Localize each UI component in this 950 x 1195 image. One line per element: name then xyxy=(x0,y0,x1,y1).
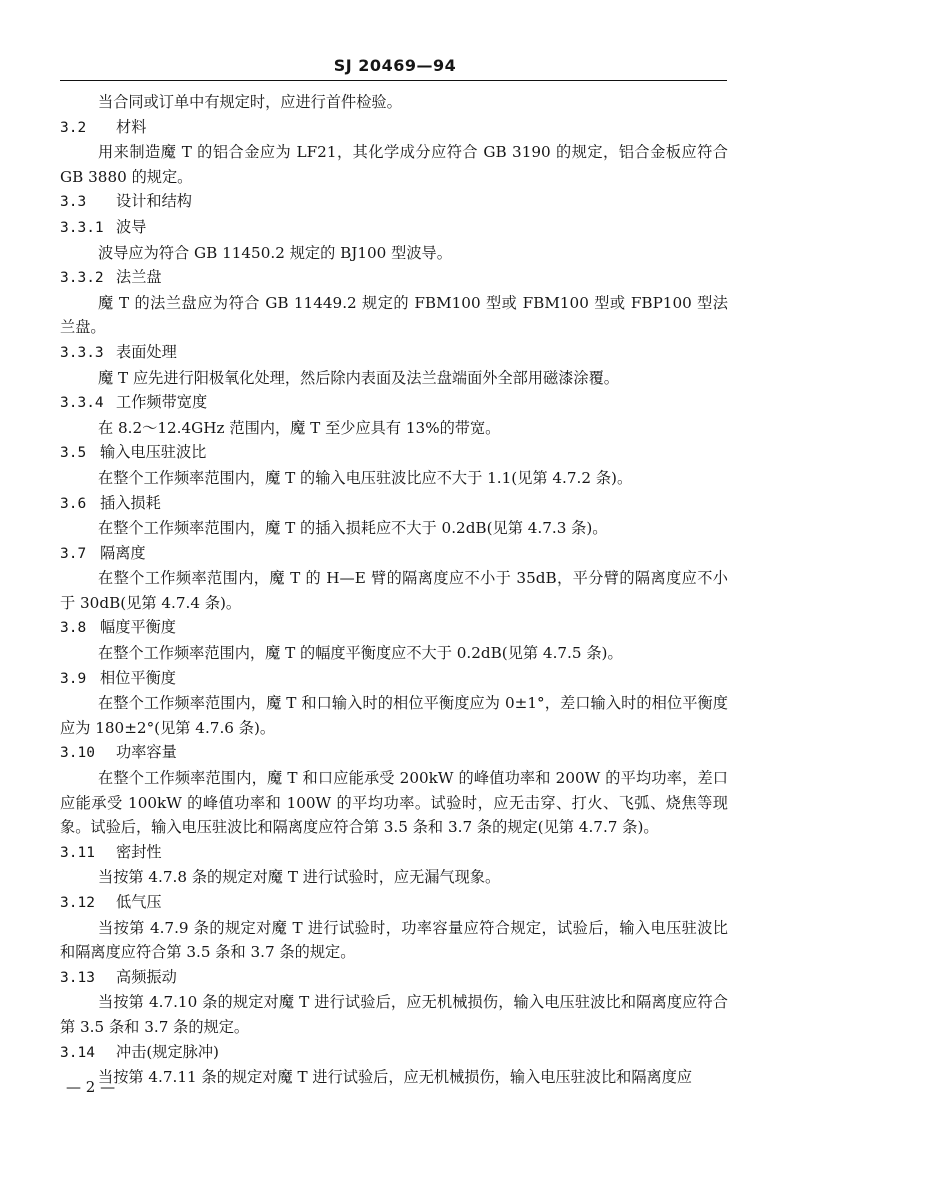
section-heading xyxy=(60,1040,728,1066)
section-number: 3.5 xyxy=(60,445,87,462)
section-title: 表面处理 xyxy=(116,342,177,361)
section-heading xyxy=(60,666,728,692)
section-title: 幅度平衡度 xyxy=(100,618,176,637)
section-heading xyxy=(60,491,728,517)
paragraph: 当按第 4.7.8 条的规定对魔 T 进行试验时，应无漏气现象。 xyxy=(98,868,501,887)
section-heading xyxy=(60,390,728,416)
paragraph: 在整个工作频率范围内，魔 T 的插入损耗应不大于 0.2dB(见第 4.7.3 条)。 xyxy=(98,519,608,538)
section-number: 3.9 xyxy=(60,670,87,687)
paragraph: 当按第 4.7.9 条的规定对魔 T 进行试验时，功率容量应符合规定，试验后，输入电压驻波比和隔离度应符合第 3.5 条和 3.7 条的规定。 xyxy=(60,918,728,962)
section-title: 隔离度 xyxy=(100,543,146,562)
section-title: 设计和结构 xyxy=(116,192,192,211)
section-title: 法兰盘 xyxy=(116,268,162,287)
section-title: 材料 xyxy=(116,117,147,136)
paragraph: 当按第 4.7.10 条的规定对魔 T 进行试验后，应无机械损伤，输入电压驻波比和隔离度应符合第 3.5 条和 3.7 条的规定。 xyxy=(60,993,728,1036)
section-heading xyxy=(60,215,728,241)
paragraph: 在整个工作频率范围内，魔 T 和口输入时的相位平衡度应为 0±1°，差口输入时的相位平衡度应为 180±2°(见第 4.7.6 条)。 xyxy=(60,694,728,737)
section-title: 功率容量 xyxy=(116,743,177,762)
section-heading xyxy=(60,115,728,141)
paragraph: 在 8.2～12.4GHz 范围内，魔 T 至少应具有 13%的带宽。 xyxy=(98,418,501,437)
paragraph: 用来制造魔 T 的铝合金应为 LF21，其化学成分应符合 GB 3190 的规定，铝合金板应符合 GB 3880 的规定。 xyxy=(60,143,728,186)
section-title: 波导 xyxy=(116,217,147,236)
section-title: 冲击(规定脉冲) xyxy=(116,1042,219,1061)
section-title: 高频振动 xyxy=(116,967,177,986)
paragraph: 当合同或订单中有规定时，应进行首件检验。 xyxy=(98,93,402,111)
page-number: — 2 — xyxy=(66,1078,116,1096)
section-heading xyxy=(60,265,728,291)
section-title: 工作频带宽度 xyxy=(116,393,208,412)
page-body xyxy=(60,90,728,1090)
section-number: 3.13 xyxy=(60,969,95,986)
section-number: 3.3 xyxy=(60,194,87,211)
section-number: 3.3.1 xyxy=(60,219,104,236)
section-number: 3.2 xyxy=(60,119,87,136)
section-number: 3.14 xyxy=(60,1044,95,1061)
section-number: 3.10 xyxy=(60,745,95,762)
section-heading xyxy=(60,840,728,866)
paragraph: 魔 T 应先进行阳极氧化处理，然后除内表面及法兰盘端面外全部用磁漆涂覆。 xyxy=(98,368,619,387)
section-title: 低气压 xyxy=(116,893,162,911)
paragraph: 波导应为符合 GB 11450.2 规定的 BJ100 型波导。 xyxy=(98,243,452,262)
section-number: 3.7 xyxy=(60,545,87,562)
section-number: 3.3.3 xyxy=(60,344,104,361)
section-title: 输入电压驻波比 xyxy=(100,443,207,462)
section-number: 3.3.4 xyxy=(60,395,104,412)
paragraph: 在整个工作频率范围内，魔 T 的 H—E 臂的隔离度应不小于 35dB，平分臂的隔离度应不小于 30dB(见第 4.7.4 条)。 xyxy=(60,569,728,612)
section-title: 插入损耗 xyxy=(100,493,161,512)
section-heading xyxy=(60,965,728,991)
header-rule xyxy=(60,80,727,81)
section-number: 3.12 xyxy=(60,895,95,911)
section-number: 3.11 xyxy=(60,844,95,861)
paragraph: 在整个工作频率范围内，魔 T 的输入电压驻波比应不大于 1.1(见第 4.7.2 条)。 xyxy=(98,468,633,487)
paragraph: 魔 T 的法兰盘应为符合 GB 11449.2 规定的 FBM100 型或 FBM100 型或 FBP100 型法兰盘。 xyxy=(60,293,728,337)
section-heading xyxy=(60,740,728,766)
section-heading xyxy=(60,541,728,567)
section-number: 3.8 xyxy=(60,620,87,637)
document-code-header: SJ 20469—94 xyxy=(333,56,457,75)
section-number: 3.6 xyxy=(60,495,87,512)
section-heading xyxy=(60,189,728,215)
paragraph: 在整个工作频率范围内，魔 T 和口应能承受 200kW 的峰值功率和 200W 的平均功率，差口应能承受 100kW 的峰值功率和 100W 的平均功率。试验时，应无击穿、打火、飞弧、烧焦等现象。试验后，输入电压驻波比和隔离度应符合第 3.5 条和 3.7 条的规定(见第 4.7.7 条)。 xyxy=(60,769,728,837)
paragraph: 当按第 4.7.11 条的规定对魔 T 进行试验后，应无机械损伤，输入电压驻波比和隔离度应 xyxy=(98,1068,693,1087)
section-title: 密封性 xyxy=(116,842,162,861)
section-heading xyxy=(60,615,728,641)
section-number: 3.3.2 xyxy=(60,270,104,287)
section-heading xyxy=(60,890,728,916)
section-heading xyxy=(60,340,728,366)
paragraph: 在整个工作频率范围内，魔 T 的幅度平衡度应不大于 0.2dB(见第 4.7.5 条)。 xyxy=(98,644,623,663)
section-heading xyxy=(60,440,728,466)
section-title: 相位平衡度 xyxy=(100,668,176,687)
